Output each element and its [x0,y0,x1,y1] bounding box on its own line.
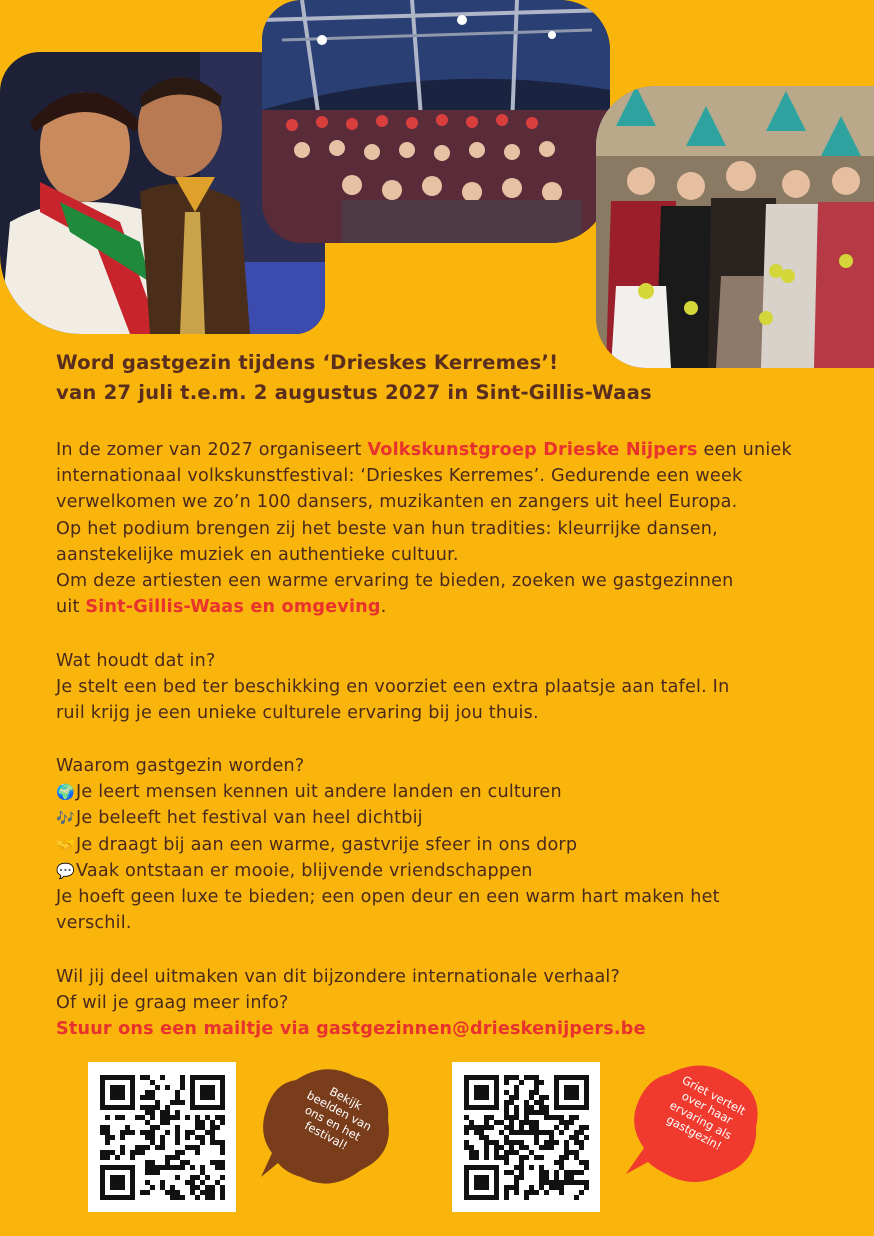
intro-line-3: verwelkomen we zo’n 100 dansers, muzikanten en zangers uit heel Europa. [56,492,738,513]
cta-line-2: Of wil je graag meer info? [56,993,289,1014]
what-line-2: ruil krijg je een unieke culturele ervaring bij jou thuis. [56,703,539,724]
what-question: Wat houdt dat in? [56,651,216,671]
headline-line-2: van 27 juli t.e.m. 2 augustus 2027 in Sint-Gillis-Waas [56,381,652,404]
why-section [56,753,856,936]
headline-line-1: Word gastgezin tijdens ‘Drieskes Kerremes’! [56,351,559,374]
what-section [56,648,856,727]
intro-line-1 [56,437,856,463]
what-line-1: Je stelt een bed ter beschikking en voorziet een extra plaatsje aan tafel. In [56,677,730,698]
speech-bubble-icon: 💬 [56,861,75,880]
why-item-text: Vaak ontstaan er mooie, blijvende vriendschappen [76,860,533,881]
qr-code-testimonial[interactable] [452,1062,600,1212]
music-notes-icon: 🎶 [56,809,75,828]
festival-stage-photo [262,0,610,243]
why-question: Waarom gastgezin worden? [56,756,305,776]
speech-bubble-testimonial [624,1062,764,1190]
intro-line-6: Om deze artiesten een warme ervaring te bieden, zoeken we gastgezinnen [56,571,734,592]
bubble-text-video: Bekijk beelden van ons en het festival! [302,1084,374,1153]
region-name: Sint-Gillis-Waas en omgeving [85,597,381,618]
intro-text: uit [56,597,86,618]
why-line-5: Je hoeft geen luxe te bieden; een open deur en een warm hart maken het [56,887,720,908]
why-item-text: Je draagt bij aan een warme, gastvrije sfeer in ons dorp [76,834,578,855]
intro-text: In de zomer van 2027 organiseert [56,440,368,460]
intro-line-4: Op het podium brengen zij het beste van hun tradities: kleurrijke dansen, [56,518,718,539]
globe-icon: 🌍 [56,783,75,802]
cta-line-1: Wil jij deel uitmaken van dit bijzondere internationale verhaal? [56,967,621,987]
speech-bubble-video [256,1065,396,1190]
cta-section [56,964,856,1043]
folk-group-photo [596,86,874,368]
why-item-text: Je leert mensen kennen uit andere landen en culturen [76,782,562,803]
why-item [56,858,856,884]
why-item [56,805,856,831]
why-item-text: Je beleeft het festival van heel dichtbij [76,808,423,829]
why-line-6: verschil. [56,913,132,934]
intro-line-2: internationaal volkskunstfestival: ‘Drieskes Kerremes’. Gedurende een week [56,466,743,487]
intro-line-7 [56,594,856,620]
why-item [56,779,856,805]
intro-paragraph [56,437,856,620]
handshake-icon: 🤝 [56,835,75,854]
intro-text: een uniek [697,440,792,460]
organization-name: Volkskunstgroep Drieske Nijpers [367,440,698,460]
qr-code-video[interactable] [88,1062,236,1212]
bubble-text-testimonial: Griet vertelt over haar ervaring als gastgezin! [664,1072,749,1153]
email-link[interactable]: Stuur ons een mailtje via gastgezinnen@drieskenijpers.be [56,1019,646,1040]
why-item [56,832,856,858]
intro-text: . [380,597,387,618]
intro-line-5: aanstekelijke muziek en authentieke cultuur. [56,544,459,565]
headline [56,348,856,408]
